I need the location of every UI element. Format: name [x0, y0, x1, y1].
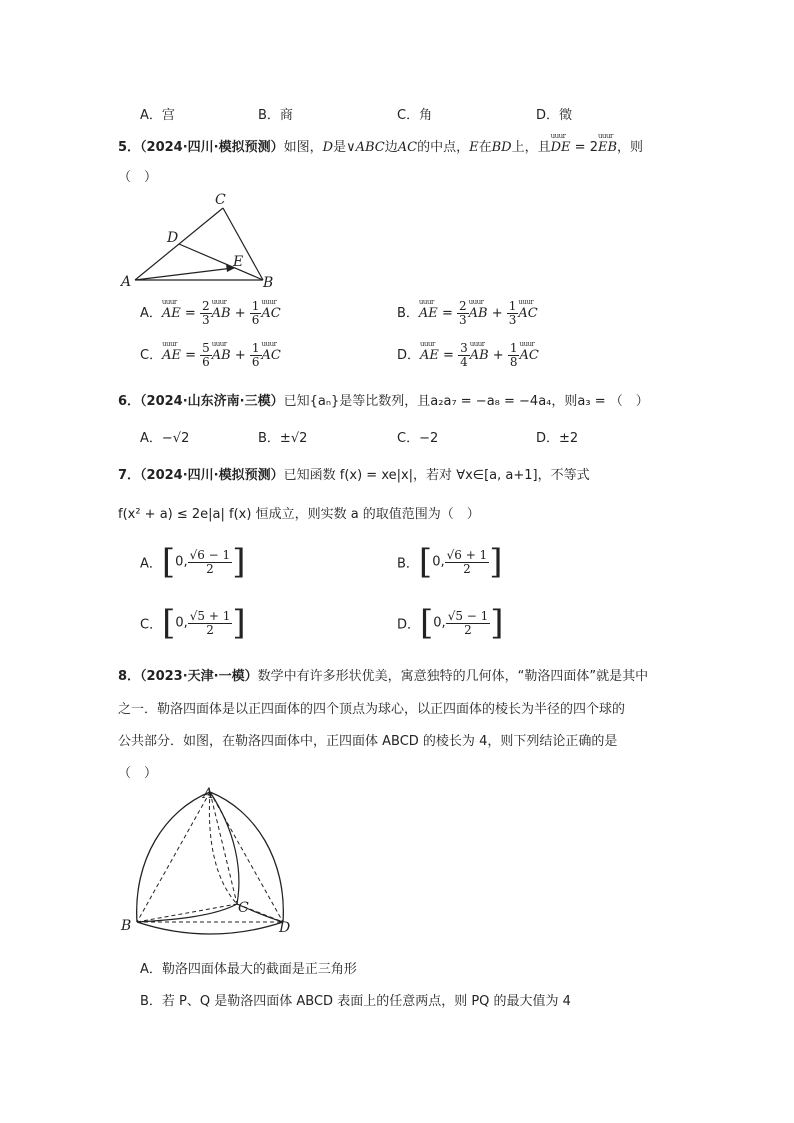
option-letter: C． — [140, 617, 163, 633]
vector: uuur AE — [419, 306, 438, 321]
vector: uuur AB — [469, 306, 488, 321]
vector: uuur AC — [261, 306, 280, 321]
denominator: 8 — [509, 355, 518, 369]
fraction — [188, 610, 233, 637]
vector: uuur DE — [551, 140, 571, 155]
right-bracket: ] — [232, 542, 246, 582]
option-letter: C． — [397, 108, 420, 123]
q4-option-c[interactable] — [397, 104, 432, 123]
figure-label-c: C — [238, 900, 249, 916]
question-source: （2024·山东济南·三模） — [140, 394, 284, 409]
stem-text: 边 — [384, 140, 398, 155]
figure-label-b: B — [121, 918, 132, 934]
denominator: 2 — [464, 622, 472, 637]
vector: uuur AC — [262, 348, 281, 363]
math-var: ∨ABC — [346, 140, 385, 155]
fraction — [200, 300, 212, 327]
q5-stem — [118, 136, 643, 155]
option-letter: D． — [397, 348, 421, 363]
denominator: 4 — [460, 355, 468, 369]
fraction — [250, 300, 262, 327]
numerator: √6 − 1 — [189, 547, 231, 562]
interval-start: 0, — [433, 615, 446, 631]
q7-option-d[interactable] — [397, 603, 504, 643]
q4-option-a[interactable] — [140, 104, 175, 123]
numerator: √5 + 1 — [189, 608, 231, 623]
stem-text: 的中点， — [417, 140, 470, 155]
option-letter: A． — [140, 962, 162, 977]
option-letter: A． — [140, 431, 162, 446]
option-text: −√2 — [161, 431, 190, 446]
numerator: 1 — [508, 299, 517, 313]
vector: uuur AC — [518, 306, 537, 321]
q4-option-d[interactable] — [536, 104, 572, 123]
option-letter: A． — [140, 108, 162, 123]
denominator: 6 — [251, 313, 260, 327]
denominator: 6 — [202, 355, 210, 369]
q8-stem-line3: 公共部分．如图，在勒洛四面体中，正四面体 ABCD 的棱长为 4，则下列结论正确的是 — [118, 734, 618, 749]
vector: uuur EB — [598, 140, 617, 155]
numerator: 5 — [202, 341, 210, 355]
fraction — [188, 549, 233, 576]
question-number: 7． — [118, 468, 141, 483]
option-letter: B． — [258, 108, 280, 123]
right-bracket: ] — [489, 542, 503, 582]
q6-option-b[interactable] — [258, 427, 307, 446]
math-var: BD — [491, 140, 512, 155]
option-letter: C． — [397, 431, 420, 446]
q8-reuleaux-tetrahedron-figure — [115, 780, 305, 940]
q5-triangle-figure — [115, 190, 285, 295]
option-letter: A． — [140, 306, 162, 321]
option-letter: B． — [397, 306, 419, 321]
vector: uuur AE — [162, 306, 181, 321]
q8-paren: （ ） — [118, 766, 158, 781]
operator: + — [230, 348, 250, 363]
figure-label-b: B — [263, 275, 274, 291]
fraction — [446, 610, 491, 637]
figure-label-c: C — [215, 192, 226, 208]
q5-option-c[interactable] — [140, 342, 281, 369]
math-var: AC — [397, 140, 418, 155]
left-bracket: [ — [418, 542, 433, 582]
numerator: 1 — [251, 299, 260, 313]
option-letter: B． — [258, 431, 280, 446]
left-bracket: [ — [420, 603, 434, 643]
option-text: 角 — [419, 108, 433, 123]
denominator: 3 — [201, 313, 210, 327]
left-bracket: [ — [162, 603, 176, 643]
q6-option-c[interactable] — [397, 427, 438, 446]
q5-option-b[interactable] — [397, 300, 538, 327]
figure-label-a: A — [121, 274, 132, 290]
numerator: √6 + 1 — [446, 547, 488, 562]
left-bracket: [ — [161, 542, 176, 582]
interval-start: 0, — [175, 554, 188, 570]
denominator: 6 — [251, 355, 260, 369]
vector: uuur AB — [212, 306, 231, 321]
vector: uuur AC — [519, 348, 538, 363]
fraction — [457, 300, 469, 327]
operator: = — [437, 306, 457, 321]
interval-start: 0, — [432, 554, 445, 570]
fraction — [507, 300, 519, 327]
vector: uuur AB — [212, 348, 231, 363]
numerator: 3 — [460, 341, 468, 355]
q8-stem-line2: 之一．勒洛四面体是以正四面体的四个顶点为球心，以正四面体的棱长为半径的四个球的 — [118, 702, 626, 717]
stem-text: 已知{aₙ}是等比数列，且a₂a₇ = −a₈ = −4a₄，则a₃ = （ ） — [283, 394, 649, 409]
numerator: 2 — [458, 299, 467, 313]
option-letter: A． — [140, 556, 162, 572]
stem-text: 如图， — [283, 140, 323, 155]
operator: + — [487, 306, 507, 321]
option-letter: D． — [536, 108, 560, 123]
denominator: 2 — [463, 561, 471, 576]
q8-option-b[interactable] — [140, 990, 571, 1009]
figure-label-a: A — [203, 786, 214, 802]
denominator: 3 — [458, 313, 467, 327]
q7-option-a[interactable] — [140, 542, 246, 582]
math-var: D — [322, 140, 334, 155]
fraction — [508, 342, 520, 369]
stem-text: 已知函数 f(x) = xe|x|，若对 ∀x∈[a, a+1]，不等式 — [283, 468, 590, 483]
option-text: 宫 — [161, 108, 175, 123]
operator: = — [438, 348, 459, 363]
numerator: √5 − 1 — [447, 608, 489, 623]
q8-stem-line1 — [118, 665, 648, 684]
stem-text: 上，且 — [511, 140, 551, 155]
vector: uuur AB — [470, 348, 489, 363]
option-letter: D． — [397, 617, 421, 633]
question-number: 5． — [118, 140, 141, 155]
math-var: E — [469, 140, 479, 155]
q8-option-a[interactable] — [140, 958, 357, 977]
option-text: 若 P、Q 是勒洛四面体 ABCD 表面上的任意两点，则 PQ 的最大值为 4 — [161, 994, 571, 1009]
operator: + — [230, 306, 250, 321]
fraction — [200, 342, 212, 369]
denominator: 3 — [508, 313, 517, 327]
question-number: 6． — [118, 394, 141, 409]
q7-stem-line1 — [118, 464, 590, 483]
q4-option-b[interactable] — [258, 104, 293, 123]
q7-option-b[interactable] — [397, 542, 503, 582]
stem-text: ，则 — [617, 140, 644, 155]
question-source: （2023·天津·一模） — [140, 669, 258, 684]
operator: + — [488, 348, 508, 363]
question-source: （2024·四川·模拟预测） — [140, 468, 284, 483]
q6-stem — [118, 390, 649, 409]
q6-option-a[interactable] — [140, 427, 189, 446]
stem-text: 是 — [333, 140, 347, 155]
vector: uuur AE — [162, 348, 181, 363]
vector: uuur AE — [420, 348, 439, 363]
numerator: 2 — [201, 299, 210, 313]
stem-text: 在 — [478, 140, 492, 155]
q7-stem-line2: f(x² + a) ≤ 2e|a| f(x) 恒成立，则实数 a 的取值范围为（ ） — [118, 507, 480, 522]
right-bracket: ] — [490, 603, 504, 643]
numerator: 1 — [251, 341, 260, 355]
q5-paren: （ ） — [118, 170, 158, 185]
figure-label-d: D — [279, 920, 291, 936]
option-letter: B． — [140, 994, 162, 1009]
option-text: 商 — [279, 108, 293, 123]
option-text: 勒洛四面体最大的截面是正三角形 — [161, 962, 357, 977]
q6-option-d[interactable] — [536, 427, 578, 446]
figure-label-e: E — [233, 254, 244, 270]
q7-option-c[interactable] — [140, 603, 246, 643]
fraction — [250, 342, 262, 369]
option-text: ±√2 — [279, 431, 308, 446]
q5-option-a[interactable] — [140, 300, 281, 327]
fraction — [445, 549, 490, 576]
option-text: 徵 — [559, 108, 573, 123]
stem-text: 数学中有许多形状优美，寓意独特的几何体，“勒洛四面体”就是其中 — [257, 669, 649, 684]
stem-text: = 2 — [570, 140, 598, 155]
denominator: 2 — [206, 561, 214, 576]
operator: = — [180, 348, 201, 363]
figure-label-d: D — [167, 230, 179, 246]
interval-start: 0, — [175, 615, 188, 631]
option-text: ±2 — [559, 431, 579, 446]
denominator: 2 — [206, 622, 214, 637]
question-source: （2024·四川·模拟预测） — [140, 140, 284, 155]
q5-option-d[interactable] — [397, 342, 539, 369]
operator: = — [180, 306, 200, 321]
option-letter: B． — [397, 556, 419, 572]
option-letter: C． — [140, 348, 163, 363]
numerator: 1 — [509, 341, 518, 355]
option-letter: D． — [536, 431, 560, 446]
option-text: −2 — [419, 431, 439, 446]
fraction — [458, 342, 470, 369]
question-number: 8． — [118, 669, 141, 684]
right-bracket: ] — [232, 603, 246, 643]
